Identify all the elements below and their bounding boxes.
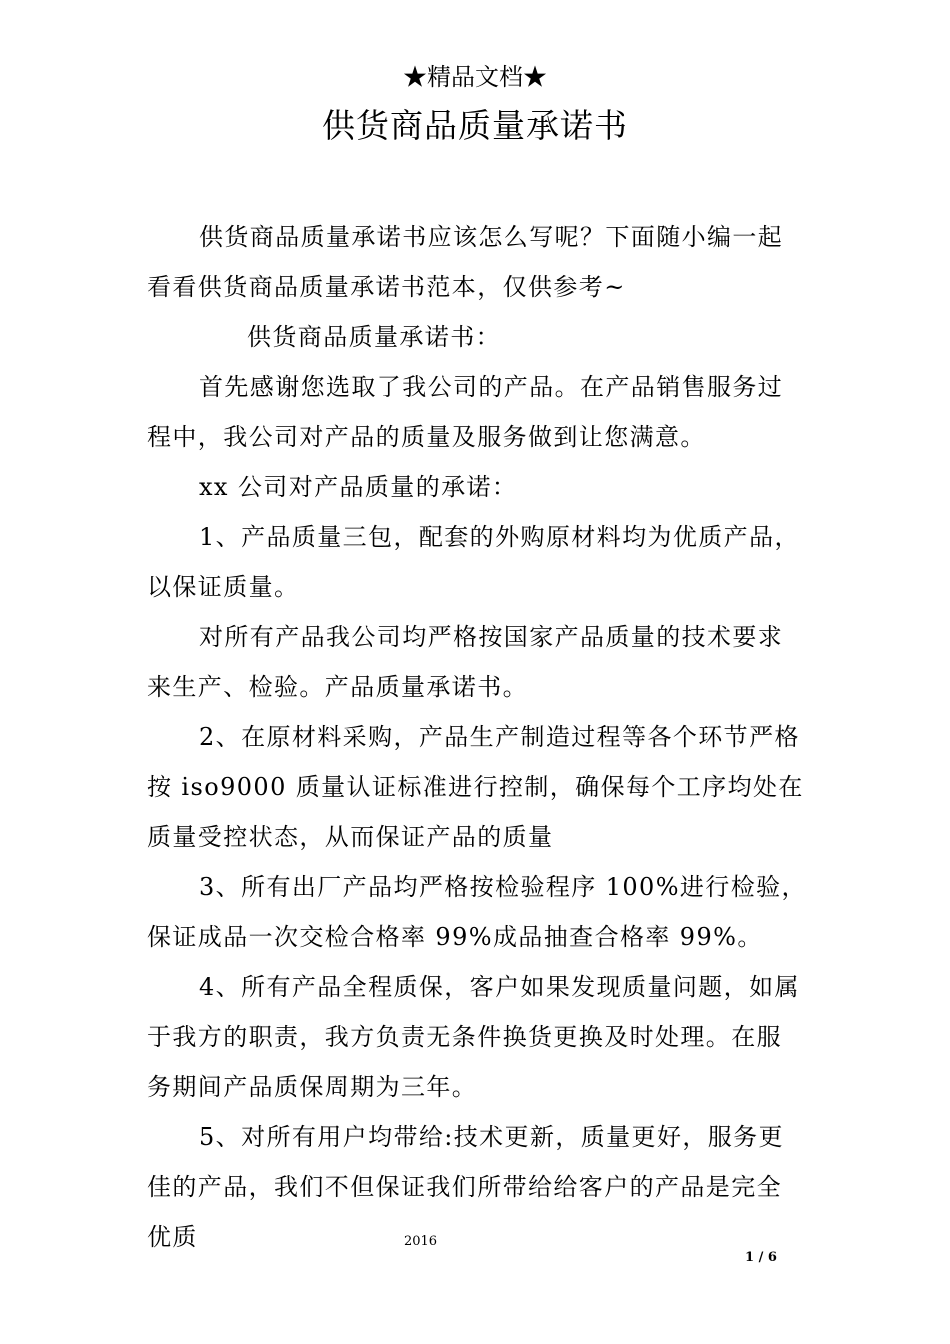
commitment-heading: xx 公司对产品质量的承诺：	[199, 473, 518, 501]
intro-paragraph: 供货商品质量承诺书应该怎么写呢？下面随小编一起看看供货商品质量承诺书范本，仅供参考~	[147, 223, 784, 301]
body-paragraph: 首先感谢您选取了我公司的产品。在产品销售服务过程中，我公司对产品的质量及服务做到让您满意。	[147, 373, 784, 451]
header-mark: ★精品文档★	[403, 63, 547, 91]
commitment-item-5: 5、对所有用户均带给:技术更新，质量更好，服务更佳的产品，我们不但保证我们所带给给客户的产品是完全优质	[147, 1123, 784, 1251]
footer-year: 2016	[403, 1234, 438, 1249]
page-number: 1 / 6	[745, 1250, 777, 1265]
commitment-item-1: 1、产品质量三包，配套的外购原材料均为优质产品，以保证质量。	[147, 523, 800, 601]
document-body	[147, 212, 807, 1262]
document-title: 供货商品质量承诺书	[322, 106, 628, 145]
commitment-item-2: 2、在原材料采购，产品生产制造过程等各个环节严格按 iso9000 质量认证标准进行控制，确保每个工序均处在质量受控状态，从而保证产品的质量	[147, 723, 804, 851]
letter-heading: 供货商品质量承诺书：	[247, 323, 501, 351]
commitment-item-4: 4、所有产品全程质保，客户如果发现质量问题，如属于我方的职责，我方负责无条件换货更换及时处理。在服务期间产品质保周期为三年。	[147, 973, 800, 1101]
body-paragraph: 对所有产品我公司均严格按国家产品质量的技术要求来生产、检验。产品质量承诺书。	[147, 623, 784, 701]
commitment-item-3: 3、所有出厂产品均严格按检验程序 100%进行检验，保证成品一次交检合格率 99%成品抽查合格率 99%。	[147, 873, 807, 951]
